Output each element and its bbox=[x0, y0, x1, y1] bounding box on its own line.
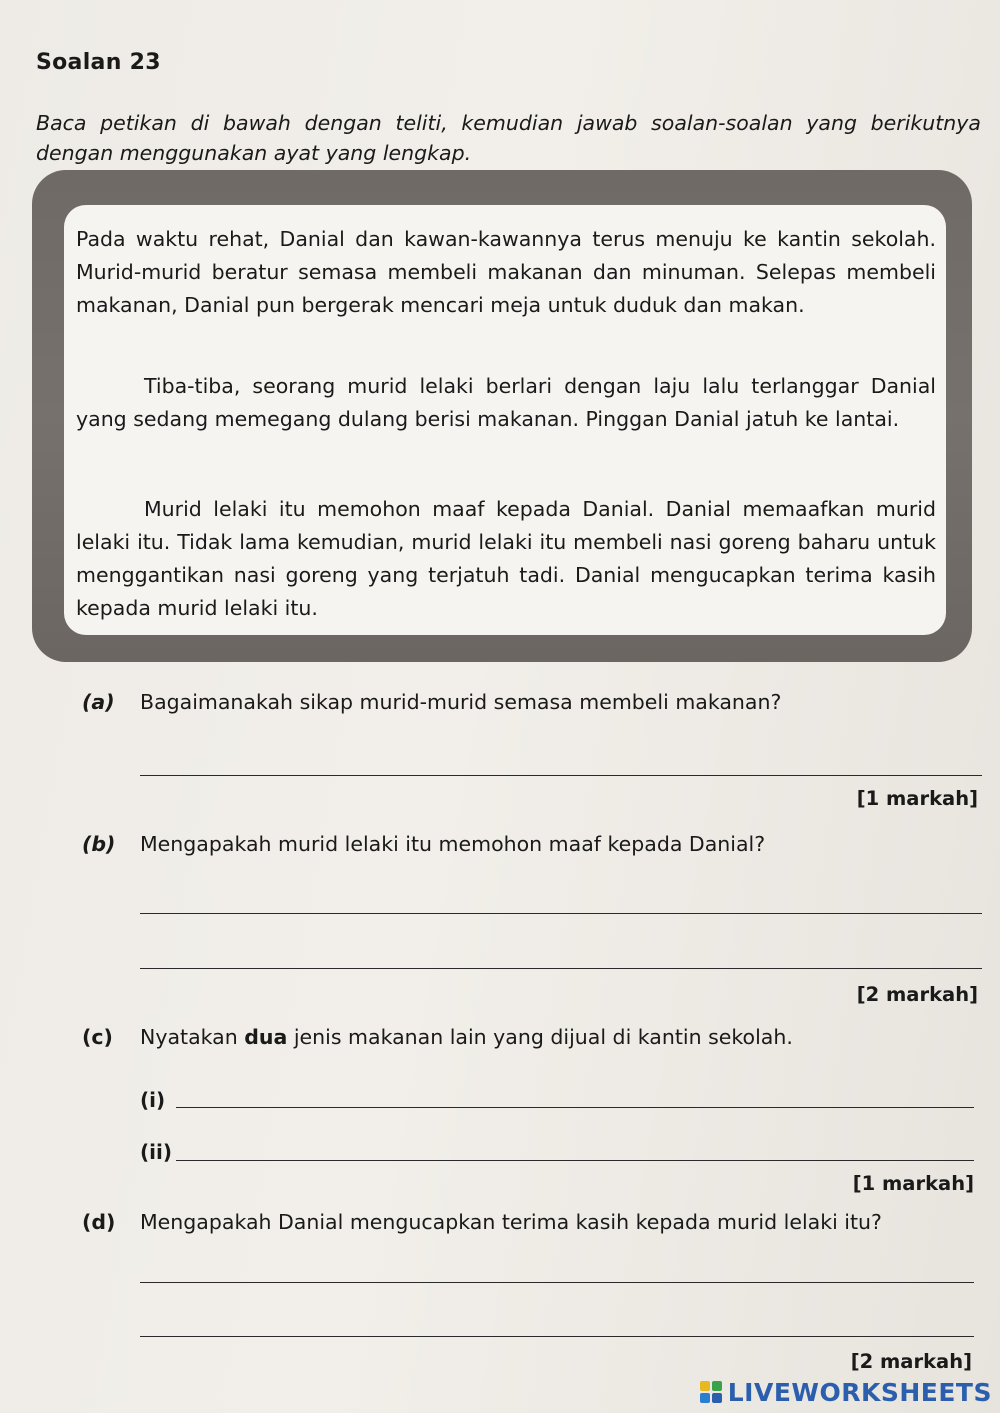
marks-d: [2 markah] bbox=[850, 1350, 972, 1373]
question-c-text-before: Nyatakan bbox=[140, 1025, 245, 1049]
answer-line-d-2[interactable] bbox=[140, 1336, 974, 1337]
question-b-label: (b) bbox=[82, 832, 116, 856]
liveworksheets-logo-icon bbox=[700, 1381, 722, 1403]
question-a-label: (a) bbox=[82, 690, 115, 714]
question-b-text: Mengapakah murid lelaki itu memohon maaf kepada Danial? bbox=[140, 832, 766, 856]
answer-line-b-1[interactable] bbox=[140, 913, 982, 914]
question-c-text-after: jenis makanan lain yang dijual di kantin sekolah. bbox=[287, 1025, 793, 1049]
sub-label-ii: (ii) bbox=[140, 1140, 172, 1164]
answer-line-c-ii[interactable] bbox=[176, 1160, 974, 1161]
passage-paragraph-3: Murid lelaki itu memohon maaf kepada Danial. Danial memaafkan murid lelaki itu. Tidak lama kemudian, murid lelaki itu membeli nasi goreng baharu untuk menggantikan nasi goreng yang terjatuh tadi. Danial mengucapkan terima kasih kepada murid lelaki itu. bbox=[76, 497, 936, 620]
answer-line-a[interactable] bbox=[140, 775, 982, 776]
passage-paragraph-2: Tiba-tiba, seorang murid lelaki berlari dengan laju lalu terlanggar Danial yang sedang memegang dulang berisi makanan. Pinggan Danial jatuh ke lantai. bbox=[76, 374, 936, 431]
question-c-label: (c) bbox=[82, 1025, 113, 1049]
watermark-text: LIVEWORKSHEETS bbox=[727, 1377, 992, 1407]
marks-a: [1 markah] bbox=[856, 787, 978, 810]
question-c-text bbox=[140, 1025, 793, 1049]
question-d-text: Mengapakah Danial mengucapkan terima kasih kepada murid lelaki itu? bbox=[140, 1210, 882, 1234]
instruction-text: Baca petikan di bawah dengan teliti, kemudian jawab soalan-soalan yang berikutnya dengan menggunakan ayat yang lengkap. bbox=[36, 111, 981, 165]
passage-paragraph-1: Pada waktu rehat, Danial dan kawan-kawannya terus menuju ke kantin sekolah. Murid-murid beratur semasa membeli makanan dan minuman. Selepas membeli makanan, Danial pun bergerak mencari meja untuk duduk dan makan. bbox=[76, 227, 936, 317]
question-d-label: (d) bbox=[82, 1210, 116, 1234]
marks-b: [2 markah] bbox=[856, 983, 978, 1006]
answer-line-b-2[interactable] bbox=[140, 968, 982, 969]
answer-line-c-i[interactable] bbox=[176, 1107, 974, 1108]
question-c-text-bold: dua bbox=[244, 1025, 288, 1049]
question-a-text: Bagaimanakah sikap murid-murid semasa membeli makanan? bbox=[140, 690, 782, 714]
question-number-title: Soalan 23 bbox=[36, 50, 161, 75]
marks-c: [1 markah] bbox=[852, 1172, 974, 1195]
passage-box bbox=[64, 205, 946, 635]
sub-label-i: (i) bbox=[140, 1088, 166, 1112]
answer-line-d-1[interactable] bbox=[140, 1282, 974, 1283]
liveworksheets-watermark bbox=[700, 1377, 992, 1407]
